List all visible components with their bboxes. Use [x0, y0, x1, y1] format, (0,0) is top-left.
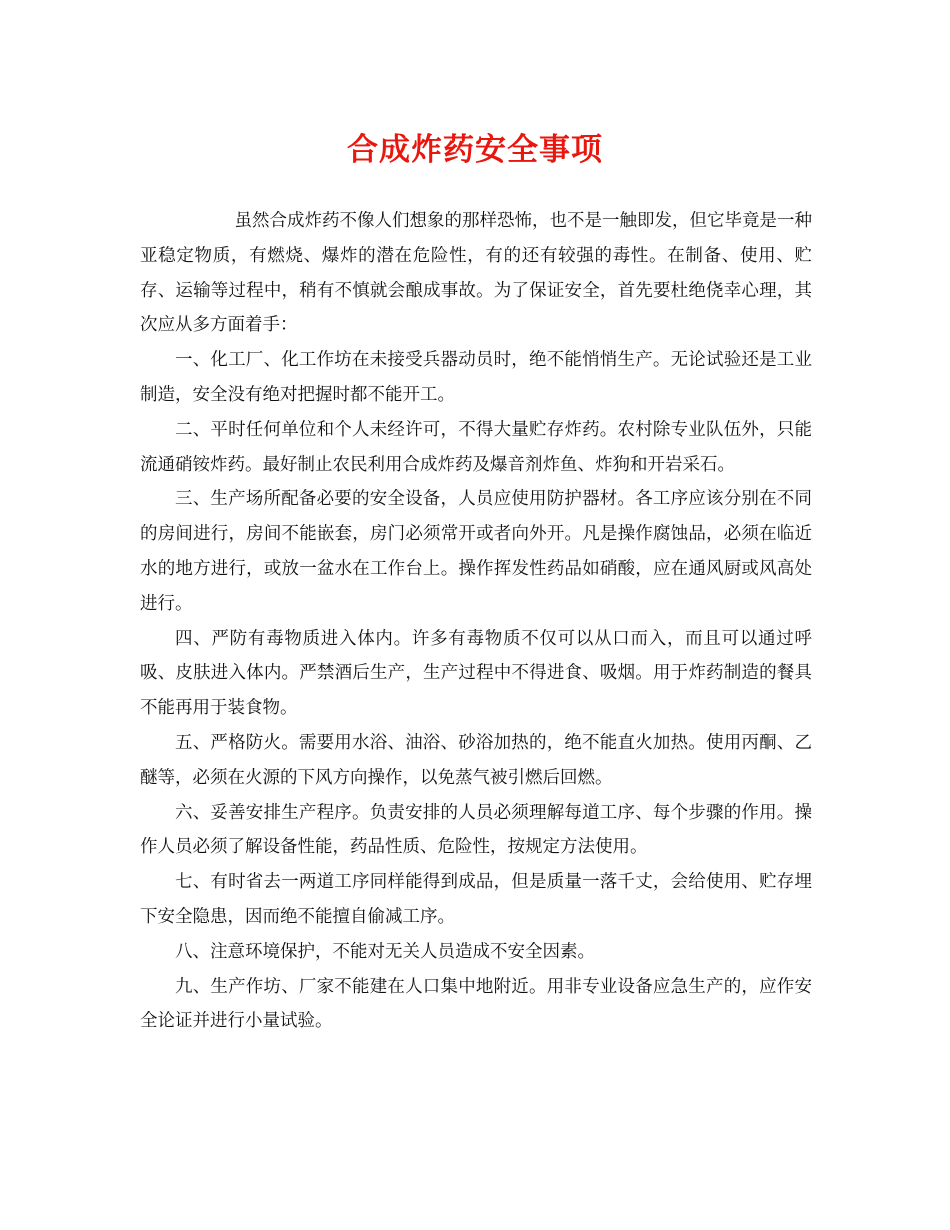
rule-paragraph-9: 九、生产作坊、厂家不能建在人口集中地附近。用非专业设备应急生产的，应作安全论证并进行小量试验。 [140, 976, 812, 1032]
rule-paragraph-2: 二、平时任何单位和个人未经许可，不得大量贮存炸药。农村除专业队伍外，只能流通硝铵炸药。最好制止农民利用合成炸药及爆音剂炸鱼、炸狗和开岩采石。 [140, 419, 812, 475]
rule-paragraph-7: 七、有时省去一两道工序同样能得到成品，但是质量一落千丈，会给使用、贮存埋下安全隐患，因而绝不能擅自偷减工序。 [140, 872, 812, 927]
rule-paragraph-3: 三、生产场所配备必要的安全设备，人员应使用防护器材。各工序应该分别在不同的房间进行，房间不能嵌套，房门必须常开或者向外开。凡是操作腐蚀品，必须在临近水的地方进行，或放一盆水在工作台上。操作挥发性药品如硝酸，应在通风厨或风高处进行。 [140, 489, 812, 614]
rule-paragraph-5: 五、严格防火。需要用水浴、油浴、砂浴加热的，绝不能直火加热。使用丙酮、乙醚等，必须在火源的下风方向操作，以免蒸气被引燃后回燃。 [140, 732, 812, 788]
document-body [140, 204, 812, 1039]
rule-paragraph-8: 八、注意环境保护，不能对无关人员造成不安全因素。 [175, 941, 595, 962]
document-title: 合成炸药安全事项 [347, 132, 603, 168]
rule-paragraph-1: 一、化工厂、化工作坊在未接受兵器动员时，绝不能悄悄生产。无论试验还是工业制造，安全没有绝对把握时都不能开工。 [140, 350, 812, 405]
rule-paragraph-6: 六、妥善安排生产程序。负责安排的人员必须理解每道工序、每个步骤的作用。操作人员必须了解设备性能，药品性质、危险性，按规定方法使用。 [140, 802, 812, 858]
rule-paragraph-4: 四、严防有毒物质进入体内。许多有毒物质不仅可以从口而入，而且可以通过呼吸、皮肤进入体内。严禁酒后生产，生产过程中不得进食、吸烟。用于炸药制造的餐具不能再用于装食物。 [140, 628, 812, 719]
intro-paragraph: 虽然合成炸药不像人们想象的那样恐怖，也不是一触即发，但它毕竟是一种亚稳定物质，有燃烧、爆炸的潜在危险性，有的还有较强的毒性。在制备、使用、贮存、运输等过程中，稍有不慎就会酿成事故。为了保证安全，首先要杜绝侥幸心理，其次应从多方面着手： [140, 211, 812, 336]
